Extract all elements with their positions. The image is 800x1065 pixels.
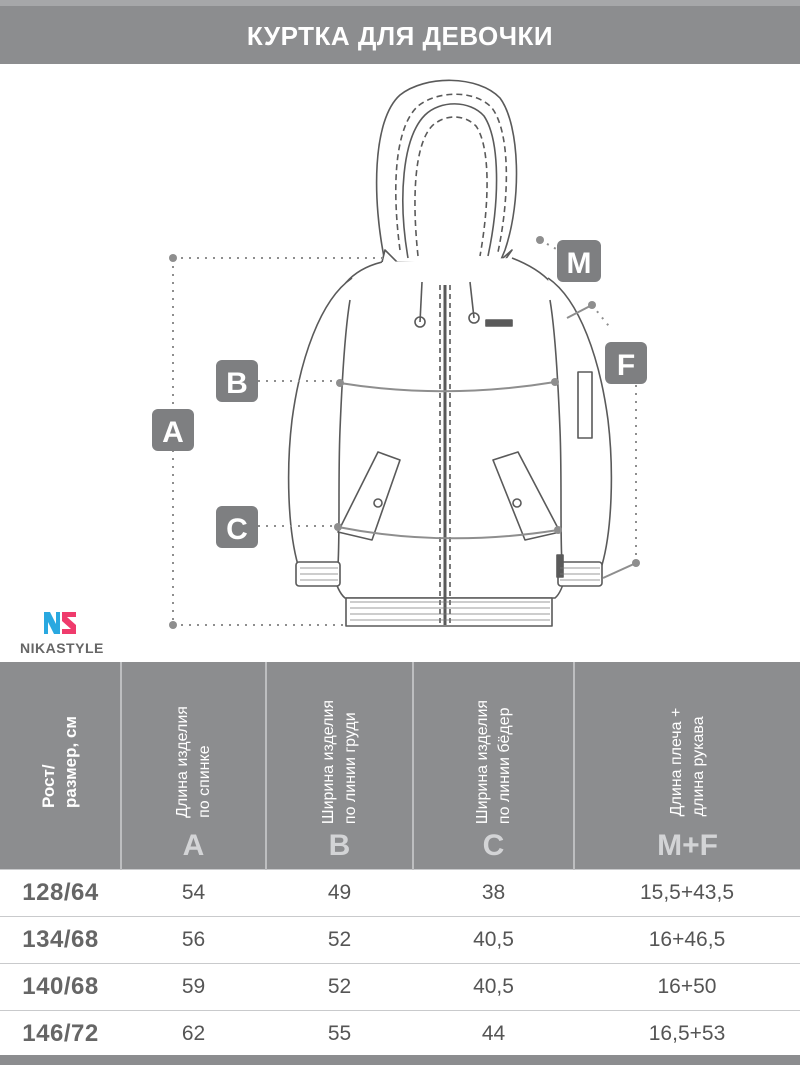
table-header-row: [0, 662, 800, 870]
cell-length: 56: [121, 917, 266, 964]
cell-length: 62: [121, 1011, 266, 1058]
marker-c-label: C: [226, 513, 248, 546]
table-row: [0, 917, 800, 964]
jacket-body: [322, 258, 576, 598]
size-table: [0, 662, 800, 1057]
marker-f-label: F: [616, 349, 636, 382]
cell-sleeve: 15,5+43,5: [574, 870, 800, 917]
marker-m-label: M: [566, 247, 592, 280]
header-hips: Ширина изделия по линии бёдер C: [413, 662, 574, 870]
jacket-diagram: [0, 64, 800, 660]
header-chest: Ширина изделия по линии груди B: [266, 662, 413, 870]
marker-c: [216, 506, 258, 548]
marker-a-label: A: [162, 416, 184, 449]
cell-chest: 49: [266, 870, 413, 917]
cell-sleeve: 16+50: [574, 964, 800, 1011]
cell-hips: 40,5: [413, 964, 574, 1011]
header-size: Рост/ размер, см: [0, 662, 121, 870]
brand-mark-icon: [42, 610, 78, 636]
cell-size: 146/72: [0, 1011, 121, 1058]
cell-size: 134/68: [0, 917, 121, 964]
table-row: [0, 870, 800, 917]
cell-chest: 52: [266, 964, 413, 1011]
header-sleeve: Длина плеча + длина рукава M+F: [574, 662, 800, 870]
cell-hips: 44: [413, 1011, 574, 1058]
table-row: [0, 1011, 800, 1058]
page-title: КУРТКА ДЛЯ ДЕВОЧКИ: [246, 21, 554, 51]
cell-chest: 52: [266, 917, 413, 964]
cell-sleeve: 16,5+53: [574, 1011, 800, 1058]
brand-name: NIKASTYLE: [20, 640, 104, 656]
cell-chest: 55: [266, 1011, 413, 1058]
cell-hips: 40,5: [413, 917, 574, 964]
table-row: [0, 964, 800, 1011]
marker-b: [216, 360, 258, 402]
header-band: [0, 0, 800, 6]
cell-size: 140/68: [0, 964, 121, 1011]
cell-size: 128/64: [0, 870, 121, 917]
marker-a: [152, 409, 194, 451]
page-header: [0, 0, 800, 64]
header-length: Длина изделия по спинке A: [121, 662, 266, 870]
marker-b-label: B: [226, 367, 248, 400]
cell-sleeve: 16+46,5: [574, 917, 800, 964]
cell-hips: 38: [413, 870, 574, 917]
marker-f: [605, 342, 647, 384]
footer-band: [0, 1055, 800, 1065]
cell-length: 59: [121, 964, 266, 1011]
cell-length: 54: [121, 870, 266, 917]
marker-m: [557, 240, 601, 282]
